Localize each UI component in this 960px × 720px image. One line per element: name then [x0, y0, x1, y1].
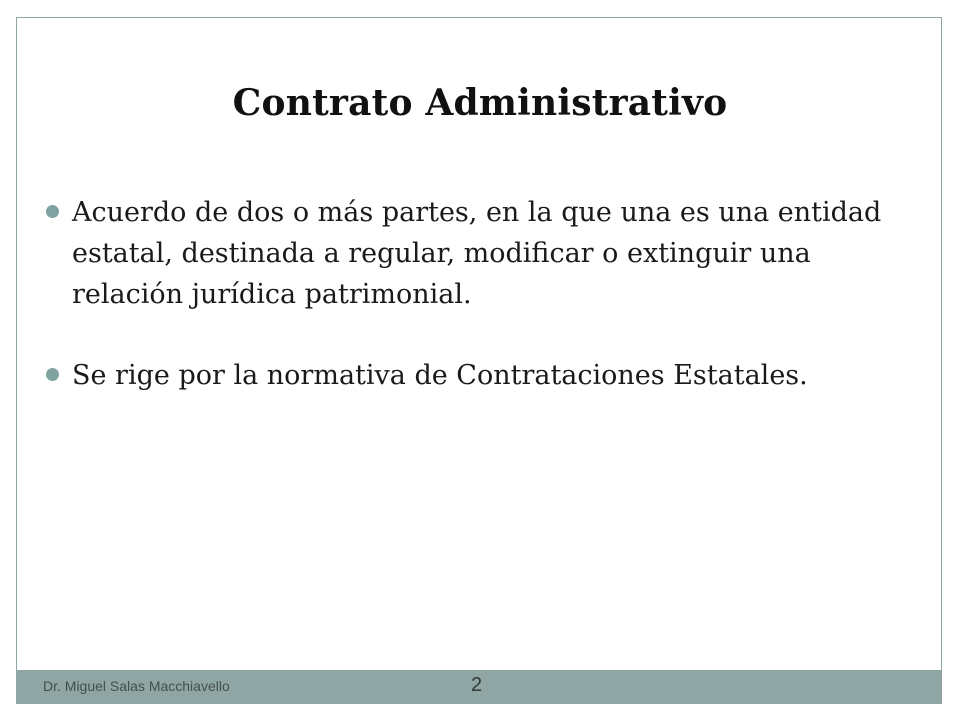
bullet-item [42, 355, 912, 396]
bullet-text: Acuerdo de dos o más partes, en la que una es una entidad estatal, destinada a regular, modificar o extinguir una relación jurídica patrimonial. [72, 197, 882, 310]
bullet-item [42, 192, 912, 315]
footer-author: Dr. Miguel Salas Macchiavello [43, 678, 230, 694]
page-number: 2 [471, 674, 483, 696]
bullet-text: Se rige por la normativa de Contrataciones Estatales. [72, 360, 808, 391]
footer-bar [16, 670, 942, 704]
bullet-list [42, 192, 912, 436]
bullet-dot-icon [46, 368, 59, 381]
slide-title: Contrato Administrativo [232, 82, 728, 124]
bullet-dot-icon [46, 205, 59, 218]
